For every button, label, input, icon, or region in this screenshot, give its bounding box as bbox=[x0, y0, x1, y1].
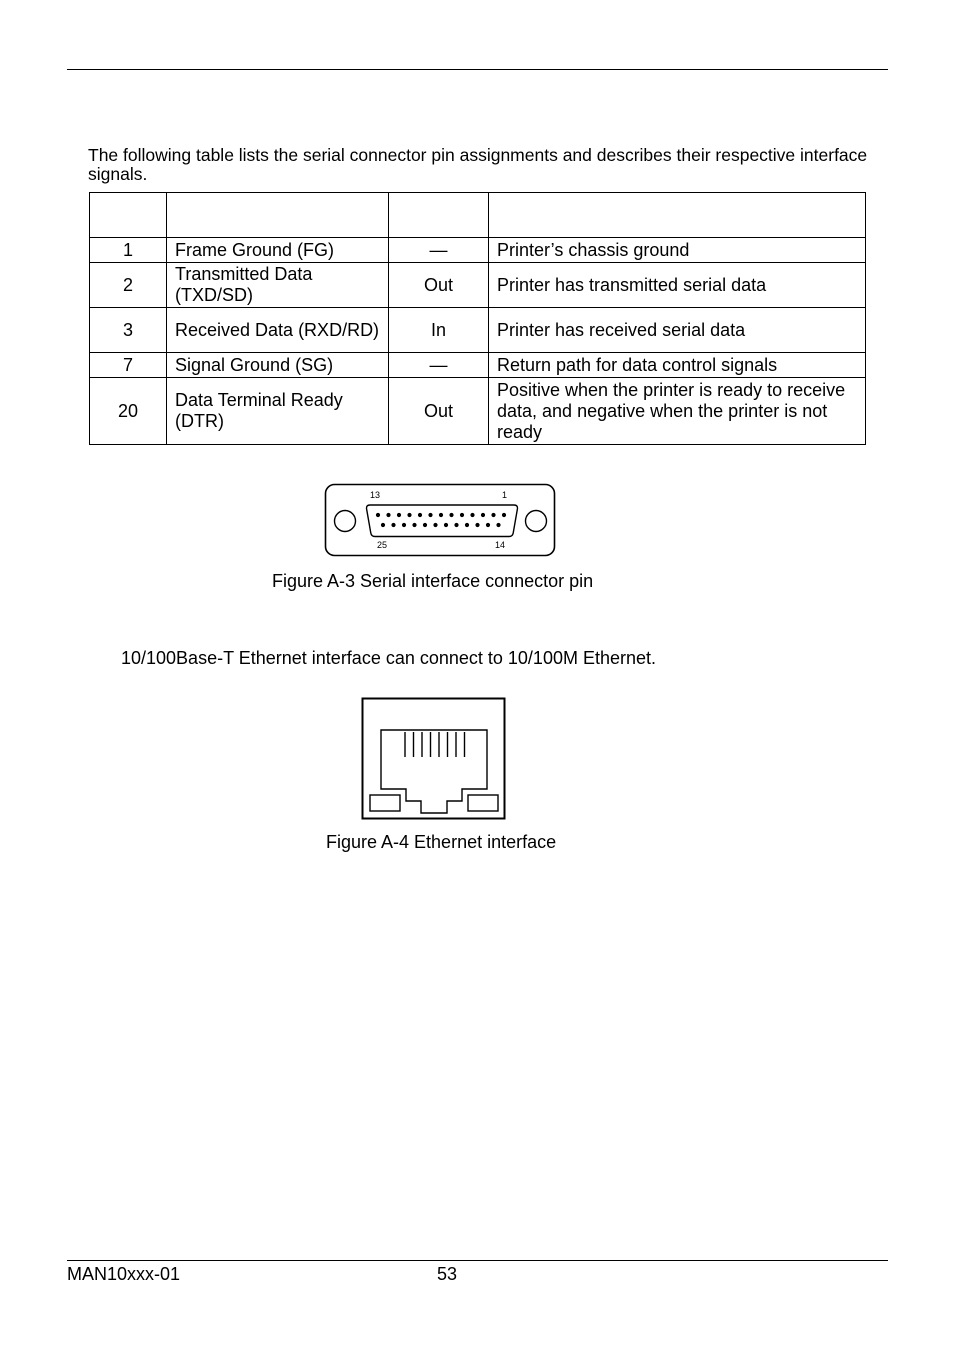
pin-dot bbox=[397, 513, 401, 517]
cell-signal: Transmitted Data (TXD/SD) bbox=[167, 263, 389, 308]
pin-dot bbox=[376, 513, 380, 517]
table-row bbox=[90, 308, 866, 353]
header-direction bbox=[389, 193, 489, 238]
pin-dot bbox=[418, 513, 422, 517]
cell-description: Printer’s chassis ground bbox=[489, 238, 866, 263]
cell-pin: 20 bbox=[90, 378, 167, 445]
mounting-hole-left bbox=[335, 511, 356, 532]
pin-dot bbox=[402, 523, 406, 527]
cell-signal: Received Data (RXD/RD) bbox=[167, 308, 389, 353]
mounting-hole-right bbox=[526, 511, 547, 532]
pin-dot bbox=[407, 513, 411, 517]
cell-description: Return path for data control signals bbox=[489, 353, 866, 378]
footer-rule bbox=[67, 1260, 888, 1261]
d-sub-shell bbox=[367, 505, 518, 537]
cell-description: Printer has transmitted serial data bbox=[489, 263, 866, 308]
cell-pin: 3 bbox=[90, 308, 167, 353]
cell-description: Printer has received serial data bbox=[489, 308, 866, 353]
pin-dot bbox=[496, 523, 500, 527]
pin-dot bbox=[433, 523, 437, 527]
figure-a3-caption: Figure A-3 Serial interface connector pin bbox=[272, 571, 594, 591]
cell-direction: — bbox=[389, 353, 489, 378]
header-pin bbox=[90, 193, 167, 238]
pin-dot bbox=[391, 523, 395, 527]
footer-page-number: 53 bbox=[437, 1264, 458, 1284]
pin-dot bbox=[475, 523, 479, 527]
pin-dot bbox=[465, 523, 469, 527]
table-row bbox=[90, 238, 866, 263]
table-header-row bbox=[90, 193, 866, 238]
cell-description: Positive when the printer is ready to receive data, and negative when the printer is not ready bbox=[489, 378, 866, 445]
table-row bbox=[90, 378, 866, 445]
cell-direction: Out bbox=[389, 263, 489, 308]
cell-direction: Out bbox=[389, 378, 489, 445]
rj45-port-diagram bbox=[361, 697, 507, 821]
pin-label-25: 25 bbox=[377, 540, 388, 550]
cell-signal: Signal Ground (SG) bbox=[167, 353, 389, 378]
cell-direction: — bbox=[389, 238, 489, 263]
header-signal bbox=[167, 193, 389, 238]
pin-dot bbox=[428, 513, 432, 517]
intro-paragraph: The following table lists the serial connector pin assignments and describes their respective interface signals. bbox=[88, 145, 868, 184]
pin-dot bbox=[386, 513, 390, 517]
pin-dot bbox=[449, 513, 453, 517]
pin-label-14: 14 bbox=[495, 540, 506, 550]
pin-dot bbox=[502, 513, 506, 517]
header-rule bbox=[67, 69, 888, 70]
db25-connector-diagram bbox=[324, 483, 558, 559]
cell-signal: Data Terminal Ready (DTR) bbox=[167, 378, 389, 445]
header-description bbox=[489, 193, 866, 238]
table-row bbox=[90, 263, 866, 308]
led-left bbox=[370, 795, 400, 811]
pin-assignment-table bbox=[89, 192, 866, 445]
pin-dot bbox=[481, 513, 485, 517]
pin-dot bbox=[444, 523, 448, 527]
pin-label-1: 1 bbox=[502, 490, 508, 500]
cell-pin: 7 bbox=[90, 353, 167, 378]
table-row bbox=[90, 353, 866, 378]
pin-dot bbox=[491, 513, 495, 517]
cell-signal: Frame Ground (FG) bbox=[167, 238, 389, 263]
cell-direction: In bbox=[389, 308, 489, 353]
pin-dot bbox=[486, 523, 490, 527]
pin-dot bbox=[454, 523, 458, 527]
pin-dot bbox=[423, 523, 427, 527]
footer-doc-id: MAN10xxx-01 bbox=[67, 1264, 181, 1284]
figure-a4-caption: Figure A-4 Ethernet interface bbox=[326, 832, 557, 852]
pin-dot bbox=[470, 513, 474, 517]
ethernet-description: 10/100Base-T Ethernet interface can connect to 10/100M Ethernet. bbox=[121, 648, 657, 668]
pin-dot bbox=[460, 513, 464, 517]
pin-dot bbox=[412, 523, 416, 527]
cell-pin: 1 bbox=[90, 238, 167, 263]
pin-dot bbox=[381, 523, 385, 527]
pin-label-13: 13 bbox=[370, 490, 381, 500]
pin-dot bbox=[439, 513, 443, 517]
led-right bbox=[468, 795, 498, 811]
cell-pin: 2 bbox=[90, 263, 167, 308]
